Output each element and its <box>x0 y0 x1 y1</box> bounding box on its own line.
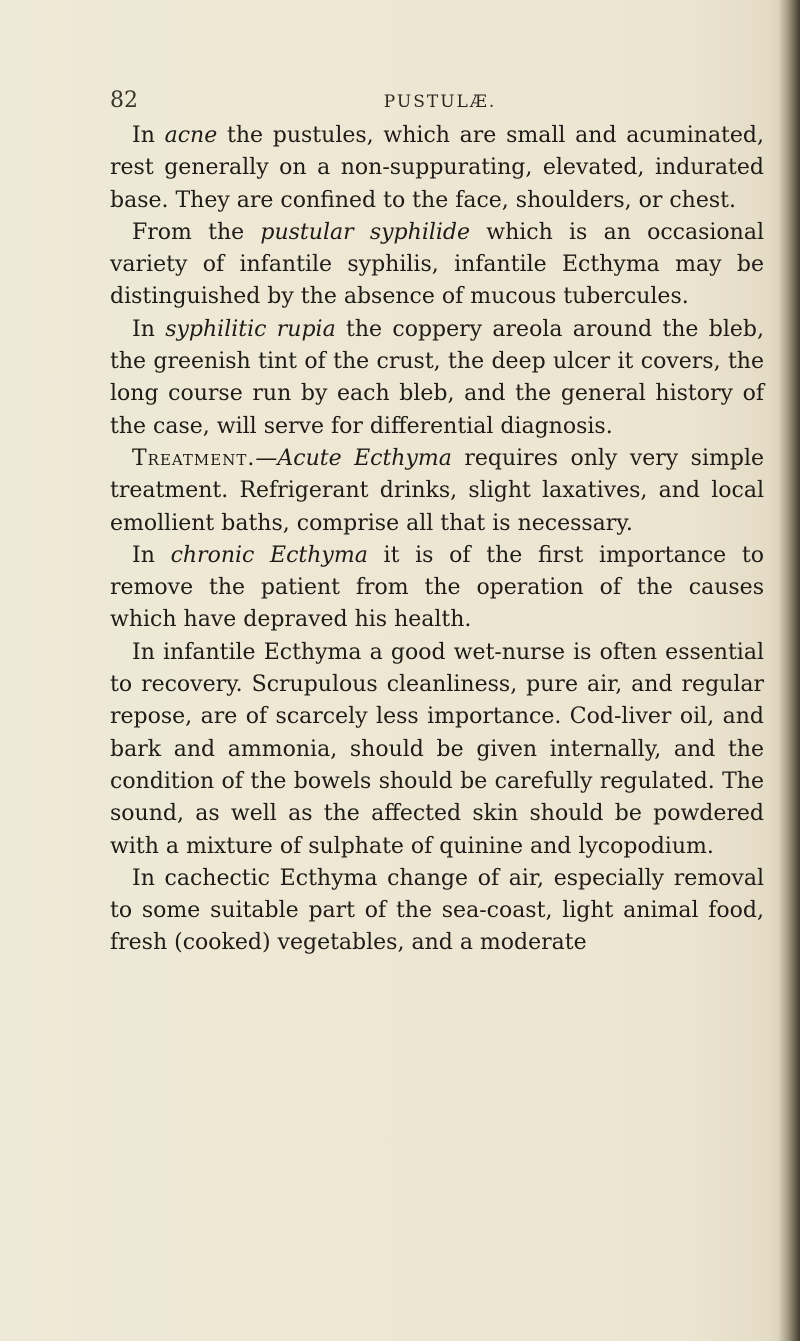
italic-term: chronic Ecthyma <box>170 542 368 568</box>
paragraph <box>110 120 764 217</box>
text-run: — <box>255 445 278 471</box>
section-heading: Treatment. <box>132 445 256 471</box>
chapter-title: PUSTULÆ. <box>383 92 497 112</box>
paragraph <box>110 540 764 637</box>
text-run: In infantile Ecthyma a good wet-nurse is often essential to recovery. Scrupulous cleanliness, pure air, and regular repose, are of scarcely less importance. Cod-liver oil, and bark and ammonia, should be given internally, and the condition of the bowels should be carefully regulated. The sound, as well as the affected skin should be powdered with a mixture of sulphate of quinine and lycopodium. <box>110 639 764 859</box>
text-run: the pustules, which are small and acuminated, rest generally on a non-suppurating, elevated, indurated base. They are confined to the face, shoulders, or chest. <box>110 123 764 213</box>
text-run: which is an occasional variety of infantile syphilis, infantile Ecthyma may be distinguished by the absence of mucous tubercules. <box>110 219 764 310</box>
paragraph <box>110 314 764 443</box>
text-run: From the <box>132 219 261 245</box>
text-run: In <box>132 316 166 342</box>
text-run: the coppery areola around the bleb, the greenish tint of the crust, the deep ulcer it covers, the long course run by each bleb, and the general history of the case, will serve for differential diagnosis. <box>110 316 764 439</box>
page-binding-edge <box>778 0 800 1341</box>
text-run: In cachectic Ecthyma change of air, especially removal to some suitable part of the sea-coast, light animal food, fresh (cooked) vegetables, and a moderate <box>110 865 764 956</box>
italic-term: pustular syphilide <box>260 219 471 245</box>
text-run: requires only very simple treatment. Refrigerant drinks, slight laxatives, and local emollient baths, comprise all that is necessary. <box>110 445 764 536</box>
text-run: In <box>132 123 165 148</box>
paragraph <box>110 637 764 863</box>
text-run: In <box>132 542 171 568</box>
italic-term: Acute Ecthyma <box>277 445 452 471</box>
italic-term: acne <box>164 123 218 148</box>
page-number: 82 <box>110 88 138 113</box>
paragraph <box>110 863 764 960</box>
text-run: it is of the first importance to remove the patient from the operation of the causes which have depraved his health. <box>110 542 764 633</box>
paragraph <box>110 443 764 540</box>
paragraph <box>110 217 764 314</box>
italic-term: syphilitic rupia <box>165 316 336 342</box>
running-head <box>110 88 770 118</box>
body-text <box>110 120 764 960</box>
